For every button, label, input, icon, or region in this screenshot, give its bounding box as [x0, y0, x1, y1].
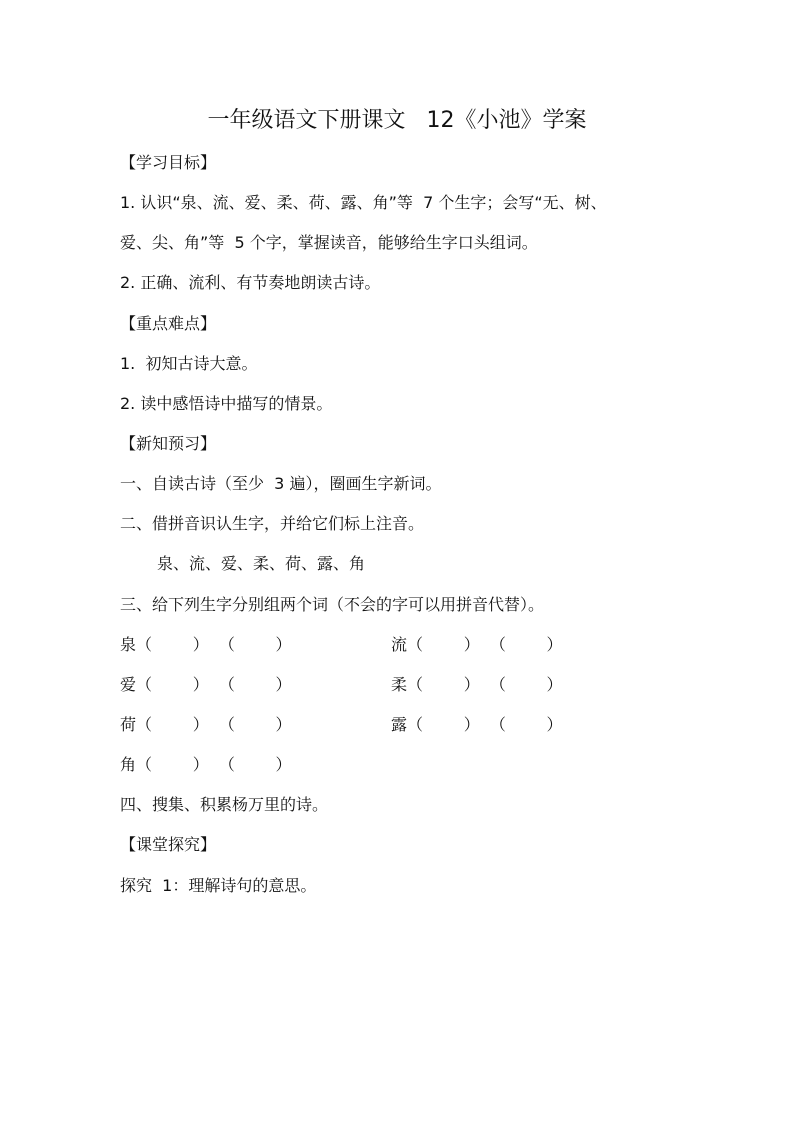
- word-blank-row-1-right: 流（ ） （ ）: [391, 635, 563, 654]
- explore-item-1: 探究 1：理解诗句的意思。: [120, 876, 317, 895]
- word-blank-row-3-left: 荷（ ） （ ）: [120, 715, 292, 734]
- section-header-goals: 【学习目标】: [120, 153, 217, 172]
- section-header-preview: 【新知预习】: [120, 434, 217, 453]
- preview-item-4: 四、搜集、积累杨万里的诗。: [120, 795, 329, 814]
- preview-item-3: 三、给下列生字分别组两个词（不会的字可以用拼音代替）。: [120, 595, 545, 614]
- section-header-key-points: 【重点难点】: [120, 314, 217, 333]
- key-point-2: 2. 读中感悟诗中描写的情景。: [120, 394, 333, 413]
- word-blank-row-2-left: 爱（ ） （ ）: [120, 675, 292, 694]
- goal-1-line-2: 爱、尖、角”等 5 个字，掌握读音，能够给生字口头组词。: [120, 233, 538, 252]
- preview-item-1: 一、自读古诗（至少 3 遍），圈画生字新词。: [120, 474, 442, 493]
- word-blank-row-1-left: 泉（ ） （ ）: [120, 635, 292, 654]
- section-header-classroom: 【课堂探究】: [120, 835, 217, 854]
- goal-1-line-1: 1. 认识“泉、流、爱、柔、荷、露、角”等 7 个生字；会写“无、树、: [120, 193, 607, 212]
- word-blank-row-2-right: 柔（ ） （ ）: [391, 675, 563, 694]
- document-title: 一年级语文下册课文 12《小池》学案: [207, 108, 587, 133]
- word-blank-row-4-left: 角（ ） （ ）: [120, 755, 292, 774]
- key-point-1: 1. 初知古诗大意。: [120, 354, 258, 373]
- goal-2: 2. 正确、流利、有节奏地朗读古诗。: [120, 273, 381, 292]
- preview-character-list: 泉、流、爱、柔、荷、露、角: [157, 554, 366, 573]
- word-blank-row-3-right: 露（ ） （ ）: [391, 715, 563, 734]
- preview-item-2: 二、借拼音识认生字，并给它们标上注音。: [120, 514, 425, 533]
